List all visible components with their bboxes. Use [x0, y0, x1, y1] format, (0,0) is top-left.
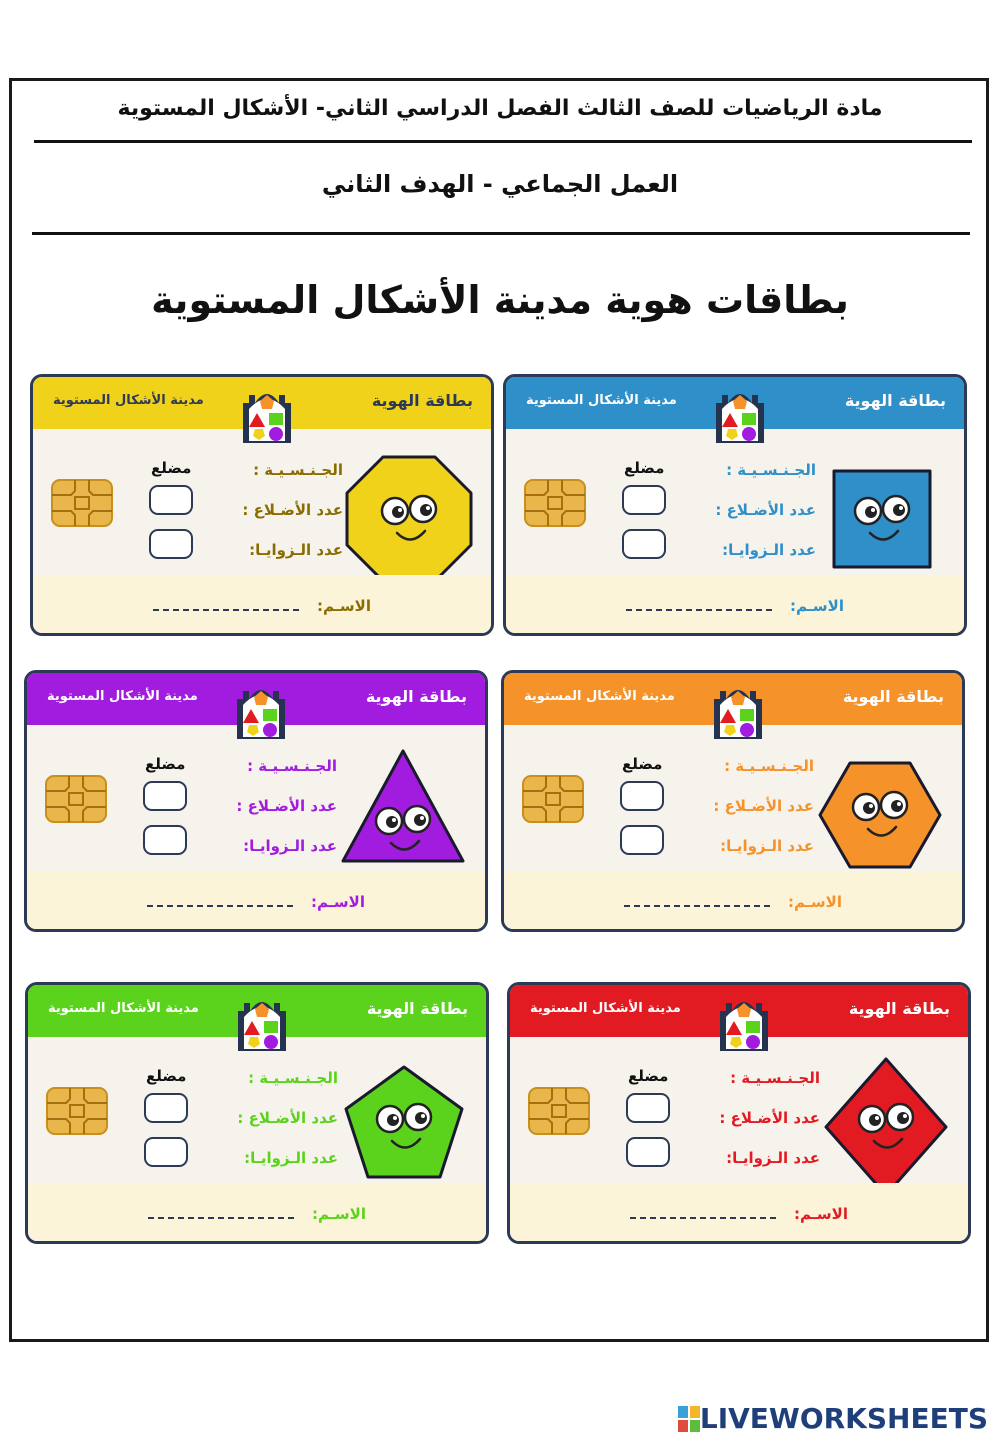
angles-label: عدد الـزوايـا:: [720, 837, 814, 855]
sides-answer-box[interactable]: [149, 485, 193, 515]
angles-answer-box[interactable]: [144, 1137, 188, 1167]
sides-label: عدد الأضـلاع :: [713, 797, 814, 815]
sides-answer-box[interactable]: [143, 781, 187, 811]
angles-answer-box[interactable]: [626, 1137, 670, 1167]
id-card-hexagon: [501, 670, 965, 932]
angles-answer-box[interactable]: [149, 529, 193, 559]
activity-header: العمل الجماعي - الهدف الثاني: [321, 170, 679, 198]
card-footer: [504, 871, 962, 929]
card-city: مدينة الأشكال المستوية: [47, 689, 198, 704]
nationality-answer: مضلع: [628, 1067, 669, 1085]
card-footer: [506, 575, 964, 633]
name-label: الاسـم:: [311, 893, 365, 911]
sim-chip-icon: [528, 1087, 590, 1135]
angles-label: عدد الـزوايـا:: [249, 541, 343, 559]
name-label: الاسـم:: [788, 893, 842, 911]
hexagon-icon: [810, 745, 950, 885]
angles-label: عدد الـزوايـا:: [726, 1149, 820, 1167]
name-answer-line[interactable]: [626, 609, 772, 611]
sim-chip-icon: [46, 1087, 108, 1135]
nationality-label: الجـنـسـيـة :: [724, 757, 814, 775]
name-answer-line[interactable]: [630, 1217, 776, 1219]
id-card-triangle: [24, 670, 488, 932]
pentagon-icon: [334, 1057, 474, 1197]
brand-name: LIVEWORKSHEETS: [699, 1402, 988, 1435]
nationality-label: الجـنـسـيـة :: [253, 461, 343, 479]
city-castle-logo-icon: [712, 383, 768, 445]
sim-chip-icon: [45, 775, 107, 823]
id-card-rhombus: [507, 982, 971, 1244]
nationality-answer: مضلع: [146, 1067, 187, 1085]
nationality-label: الجـنـسـيـة :: [248, 1069, 338, 1087]
sides-label: عدد الأضـلاع :: [715, 501, 816, 519]
card-title: بطاقة الهوية: [365, 687, 467, 706]
city-castle-logo-icon: [234, 991, 290, 1053]
sides-answer-box[interactable]: [622, 485, 666, 515]
city-castle-logo-icon: [710, 679, 766, 741]
sim-chip-icon: [51, 479, 113, 527]
sides-answer-box[interactable]: [620, 781, 664, 811]
card-city: مدينة الأشكال المستوية: [53, 393, 204, 408]
card-city: مدينة الأشكال المستوية: [524, 689, 675, 704]
name-label: الاسـم:: [317, 597, 371, 615]
card-city: مدينة الأشكال المستوية: [526, 393, 677, 408]
city-castle-logo-icon: [716, 991, 772, 1053]
nationality-answer: مضلع: [622, 755, 663, 773]
card-title: بطاقة الهوية: [844, 391, 946, 410]
card-footer: [33, 575, 491, 633]
octagon-icon: [339, 449, 479, 589]
square-icon: [812, 449, 952, 589]
nationality-answer: مضلع: [151, 459, 192, 477]
sides-answer-box[interactable]: [626, 1093, 670, 1123]
name-label: الاسـم:: [790, 597, 844, 615]
sides-label: عدد الأضـلاع :: [237, 1109, 338, 1127]
nationality-label: الجـنـسـيـة :: [726, 461, 816, 479]
sides-label: عدد الأضـلاع :: [719, 1109, 820, 1127]
card-title: بطاقة الهوية: [848, 999, 950, 1018]
card-footer: [28, 1183, 486, 1241]
angles-label: عدد الـزوايـا:: [244, 1149, 338, 1167]
divider: [32, 232, 970, 235]
card-city: مدينة الأشكال المستوية: [530, 1001, 681, 1016]
city-castle-logo-icon: [233, 679, 289, 741]
angles-label: عدد الـزوايـا:: [243, 837, 337, 855]
subject-header: مادة الرياضيات للصف الثالث الفصل الدراسي الثاني- الأشكال المستوية: [117, 96, 883, 121]
card-title: بطاقة الهوية: [371, 391, 473, 410]
name-label: الاسـم:: [312, 1205, 366, 1223]
card-city: مدينة الأشكال المستوية: [48, 1001, 199, 1016]
id-card-pentagon: [25, 982, 489, 1244]
card-title: بطاقة الهوية: [842, 687, 944, 706]
angles-answer-box[interactable]: [143, 825, 187, 855]
triangle-icon: [333, 745, 473, 885]
angles-label: عدد الـزوايـا:: [722, 541, 816, 559]
sides-label: عدد الأضـلاع :: [236, 797, 337, 815]
name-label: الاسـم:: [794, 1205, 848, 1223]
card-title: بطاقة الهوية: [366, 999, 468, 1018]
id-card-square: [503, 374, 967, 636]
rhombus-icon: [816, 1057, 956, 1197]
nationality-answer: مضلع: [624, 459, 665, 477]
page-title: بطاقات هوية مدينة الأشكال المستوية: [151, 278, 849, 322]
divider: [34, 140, 972, 143]
angles-answer-box[interactable]: [620, 825, 664, 855]
card-footer: [510, 1183, 968, 1241]
name-answer-line[interactable]: [147, 905, 293, 907]
angles-answer-box[interactable]: [622, 529, 666, 559]
name-answer-line[interactable]: [148, 1217, 294, 1219]
liveworksheets-logo-icon: [678, 1406, 700, 1432]
nationality-label: الجـنـسـيـة :: [730, 1069, 820, 1087]
card-footer: [27, 871, 485, 929]
sim-chip-icon: [522, 775, 584, 823]
name-answer-line[interactable]: [153, 609, 299, 611]
sides-answer-box[interactable]: [144, 1093, 188, 1123]
id-card-octagon: [30, 374, 494, 636]
sim-chip-icon: [524, 479, 586, 527]
nationality-answer: مضلع: [145, 755, 186, 773]
name-answer-line[interactable]: [624, 905, 770, 907]
sides-label: عدد الأضـلاع :: [242, 501, 343, 519]
city-castle-logo-icon: [239, 383, 295, 445]
nationality-label: الجـنـسـيـة :: [247, 757, 337, 775]
